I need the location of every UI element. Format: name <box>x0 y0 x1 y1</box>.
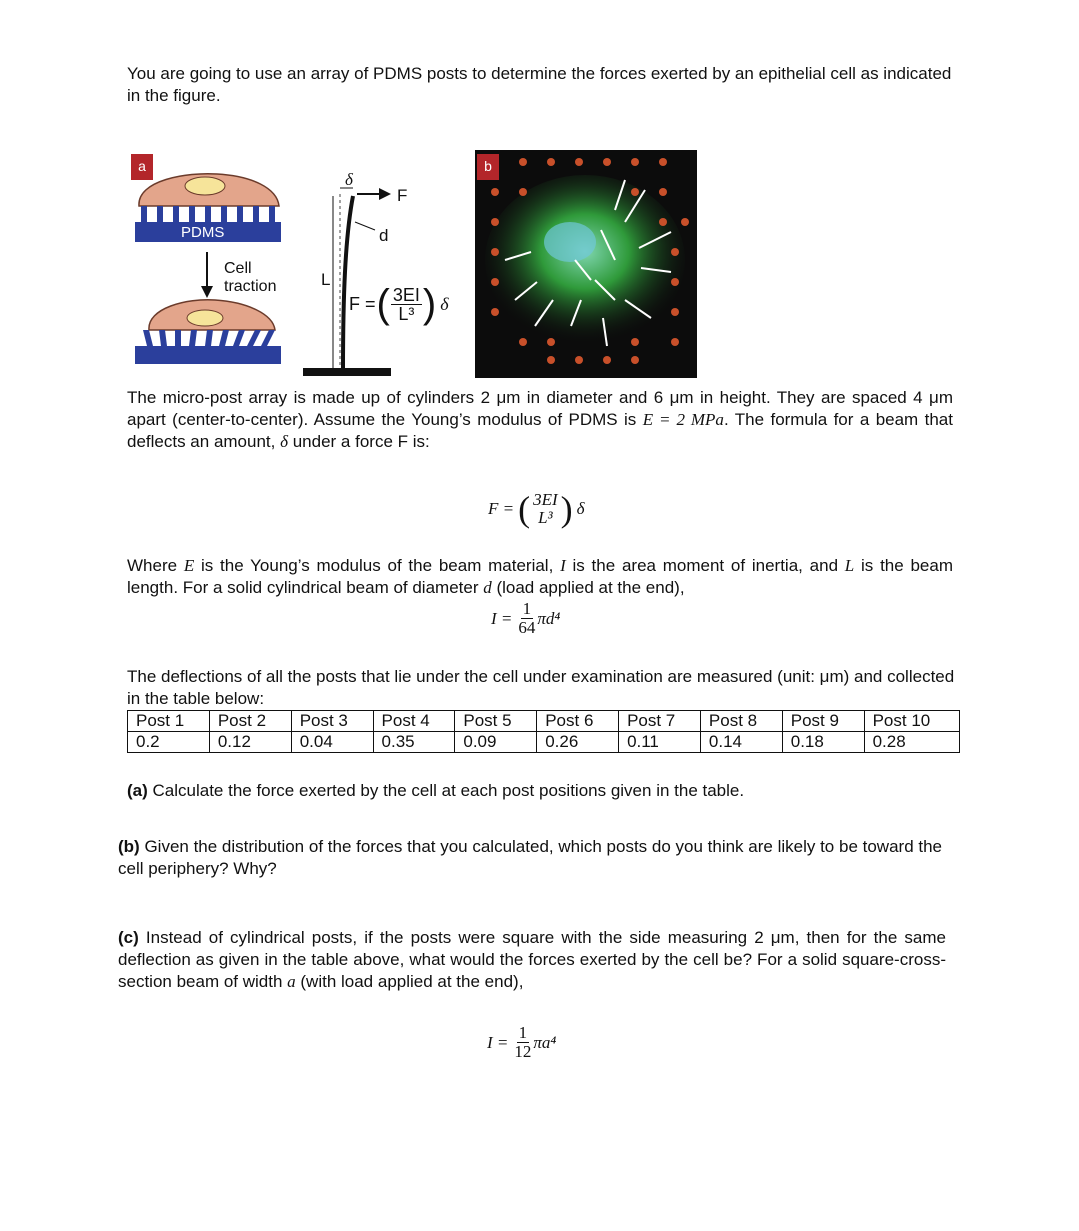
paragraph-deflections: The deflections of all the posts that lie under the cell under examination are measured (unit: μm) and collected in the table below: <box>127 667 955 708</box>
table-header-cell: Post 1 <box>128 711 210 732</box>
table-cell: 0.28 <box>864 732 959 753</box>
panel-a-badge: a <box>131 154 153 180</box>
nucleus-top <box>185 177 225 195</box>
equation-inertia-square: I = $\frac{1}{12}$ πa⁴ <box>487 1023 557 1061</box>
diameter-label: d <box>379 226 389 245</box>
table-header-cell: Post 2 <box>209 711 291 732</box>
table-row <box>128 732 960 753</box>
table-header-row <box>128 711 960 732</box>
table-header-cell: Post 4 <box>373 711 455 732</box>
diameter-leader <box>355 222 375 230</box>
table-header-cell: Post 6 <box>537 711 619 732</box>
delta-label: δ <box>345 170 353 189</box>
nucleus-bottom <box>187 310 223 326</box>
force-label: F <box>397 186 408 205</box>
table-cell: 0.35 <box>373 732 455 753</box>
table-header-cell: Post 5 <box>455 711 537 732</box>
panel-b-badge: b <box>477 154 499 180</box>
table-cell: 0.12 <box>209 732 291 753</box>
pdms-base-bottom <box>135 346 281 364</box>
cell-traction-label: Cell traction <box>224 260 277 295</box>
question-c: (c) Instead of cylindrical posts, if the posts were square with the side measuring 2 μm, then for the same deflection as given in the table above, what would the forces exerted by the cell be? For a solid square-cross-section beam of width a (with load applied at the end), <box>118 928 946 991</box>
deflection-table <box>127 710 960 753</box>
paragraph-micropost: The micro-post array is made up of cylinders 2 μm in diameter and 6 μm in height. They are spaced 4 μm apart (center-to-center). Assume the Young’s modulus of PDMS is E = 2 MPa. The formula for a beam that deflects an amount, δ under a force F is: <box>127 388 953 451</box>
post-base <box>303 368 391 376</box>
force-arrow-head <box>379 188 391 200</box>
schematic-diagram <box>127 148 467 380</box>
table-cell: 0.11 <box>619 732 701 753</box>
table-header-cell: Post 7 <box>619 711 701 732</box>
cell-fluorescence <box>485 175 685 345</box>
table-header-cell: Post 3 <box>291 711 373 732</box>
table-cell: 0.09 <box>455 732 537 753</box>
table-cell: 0.04 <box>291 732 373 753</box>
table-cell: 0.14 <box>700 732 782 753</box>
figure-panel-b <box>475 150 697 378</box>
table-header-cell: Post 8 <box>700 711 782 732</box>
posts-top <box>141 206 275 222</box>
table-cell: 0.18 <box>782 732 864 753</box>
posts-bottom <box>143 330 275 346</box>
table-cell: 0.26 <box>537 732 619 753</box>
table-cell: 0.2 <box>128 732 210 753</box>
micrograph-image <box>475 150 697 378</box>
question-a: (a) Calculate the force exerted by the cell at each post positions given in the table. <box>127 781 745 800</box>
table-header-cell: Post 10 <box>864 711 959 732</box>
pdms-label: PDMS <box>181 224 225 241</box>
equation-inertia-cylinder: I = $\frac{1}{64}$ πd⁴ <box>491 599 561 637</box>
intro-text: You are going to use an array of PDMS posts to determine the forces exerted by an epithelial cell as indicated in the figure. <box>127 64 952 105</box>
equation-force: F = ( 3EI L³ ) δ <box>488 489 585 529</box>
paragraph-definitions: Where E is the Young’s modulus of the beam material, I is the area moment of inertia, and L is the beam length. For a solid cylindrical beam of diameter d (load applied at the end), <box>127 556 953 597</box>
figure-panel-a <box>127 148 467 380</box>
nucleus-fluorescence <box>544 222 596 262</box>
figure-equation: F = ( $\frac{3EI}{\text{L³}}$ ) δ <box>349 282 449 326</box>
table-header-cell: Post 9 <box>782 711 864 732</box>
traction-arrow-head <box>201 286 213 298</box>
length-label: L <box>321 270 331 289</box>
question-b: (b) Given the distribution of the forces that you calculated, which posts do you think are likely to be toward the cell periphery? Why? <box>118 837 942 878</box>
